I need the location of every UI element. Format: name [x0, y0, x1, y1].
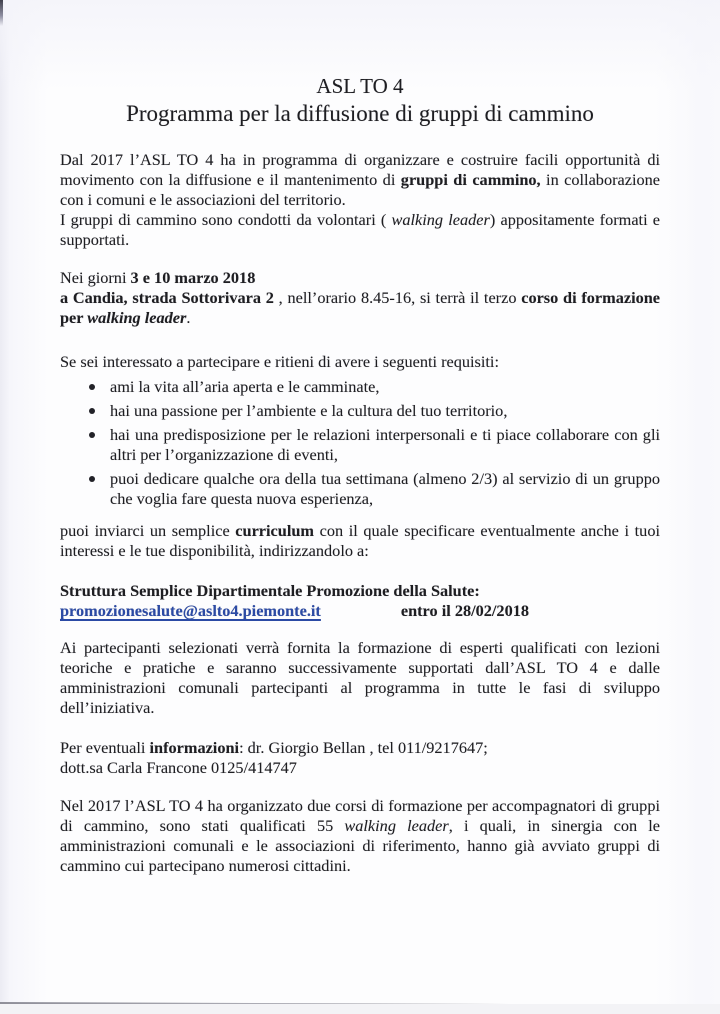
deadline-text: entro il 28/02/2018 — [400, 601, 529, 620]
paragraph-struttura — [60, 581, 660, 621]
course-italic: walking leader — [87, 308, 187, 327]
email-link[interactable]: promozionesalute@aslto4.piemonte.it — [60, 601, 321, 620]
list-item-text: hai una passione per l’ambiente e la cultura del tuo territorio, — [110, 401, 508, 420]
list-item-text: ami la vita all’aria aperta e le camminate, — [110, 377, 380, 396]
intro-run: in collaborazione con i comuni e le associazioni del territorio. — [60, 170, 660, 209]
requirements-list — [88, 377, 660, 509]
course-run: . — [186, 308, 191, 327]
intro-run: I gruppi di cammino sono condotti da volontari ( — [60, 210, 392, 229]
paragraph-curriculum — [60, 521, 660, 561]
paragraph-formazione: Ai partecipanti selezionati verrà fornita la formazione di esperti qualificati con lezioni teoriche e pratiche e saranno successivamente supportati dall’ASL TO 4 e dalle amministrazioni comunali partecipanti al programma in tutte le fasi di sviluppo dell’iniziativa. — [60, 638, 660, 717]
scan-bottom-strip — [0, 1004, 720, 1014]
contacts-run: : dr. Giorgio Bellan , tel 011/9217647; — [239, 738, 488, 757]
paragraph-storico — [60, 796, 660, 876]
course-place: a Candia, strada Sottorivara 2 — [60, 288, 274, 307]
document-title: ASL TO 4 — [316, 74, 404, 98]
list-item — [88, 377, 660, 397]
curriculum-bold: curriculum — [235, 521, 314, 540]
storico-run: , i quali, in sinergia con le amministrazioni comunali e le associazioni di riferimento, hanno già avviato gruppi di cammino cui partecipano numerosi cittadini. — [60, 816, 661, 875]
intro-run: ) appositamente formati e supportati. — [60, 210, 661, 249]
intro-italic: walking leader — [391, 210, 490, 229]
list-item — [88, 425, 660, 465]
contacts-line2: dott.sa Carla Francone 0125/414747 — [60, 758, 297, 777]
course-run: , nell’orario 8.45-16, si terrà il terzo — [273, 288, 522, 307]
bullet-dot — [89, 432, 95, 438]
bullet-dot — [89, 476, 95, 482]
intro-bold: gruppi di cammino, — [400, 170, 541, 189]
course-bold: corso di formazione per — [60, 288, 661, 327]
bullet-dot — [89, 408, 95, 414]
list-item-text: puoi dedicare qualche ora della tua settimana (almeno 2/3) al servizio di un gruppo che voglia fare questa nuova esperienza, — [110, 469, 660, 508]
paragraph-intro — [60, 150, 660, 250]
contacts-bold: informazioni — [149, 738, 240, 757]
paragraph-contacts — [60, 738, 660, 778]
list-item — [88, 469, 660, 509]
struttura-heading: Struttura Semplice Dipartimentale Promozione della Salute: — [60, 581, 480, 600]
list-item-text: hai una predisposizione per le relazioni interpersonali e ti piace collaborare con gli altri per l’organizzazione di eventi, — [110, 425, 660, 464]
contacts-run: Per eventuali — [60, 738, 150, 757]
paragraph-requirements-intro: Se sei interessato a partecipare e ritieni di avere i seguenti requisiti: — [60, 352, 499, 371]
curriculum-run: puoi inviarci un semplice — [60, 521, 236, 540]
email-row — [60, 601, 660, 621]
course-date: 3 e 10 marzo 2018 — [130, 268, 256, 287]
bullet-dot — [89, 384, 95, 390]
document-subtitle: Programma per la diffusione di gruppi di cammino — [126, 101, 594, 126]
paragraph-course — [60, 268, 660, 328]
course-run: Nei giorni — [60, 268, 131, 287]
storico-run: Nel 2017 l’ASL TO 4 ha organizzato due corsi di formazione per accompagnatori di gruppi di cammino, sono stati qualificati 55 — [60, 796, 660, 835]
curriculum-run: con il quale specificare eventualmente anche i tuoi interessi e le tue disponibilità, indirizzandolo a: — [60, 521, 660, 560]
storico-italic: walking leader — [344, 816, 449, 835]
intro-run: Dal 2017 l’ASL TO 4 ha in programma di organizzare e costruire facili opportunità di movimento con la diffusione e il mantenimento di — [60, 150, 660, 189]
list-item — [88, 401, 660, 421]
